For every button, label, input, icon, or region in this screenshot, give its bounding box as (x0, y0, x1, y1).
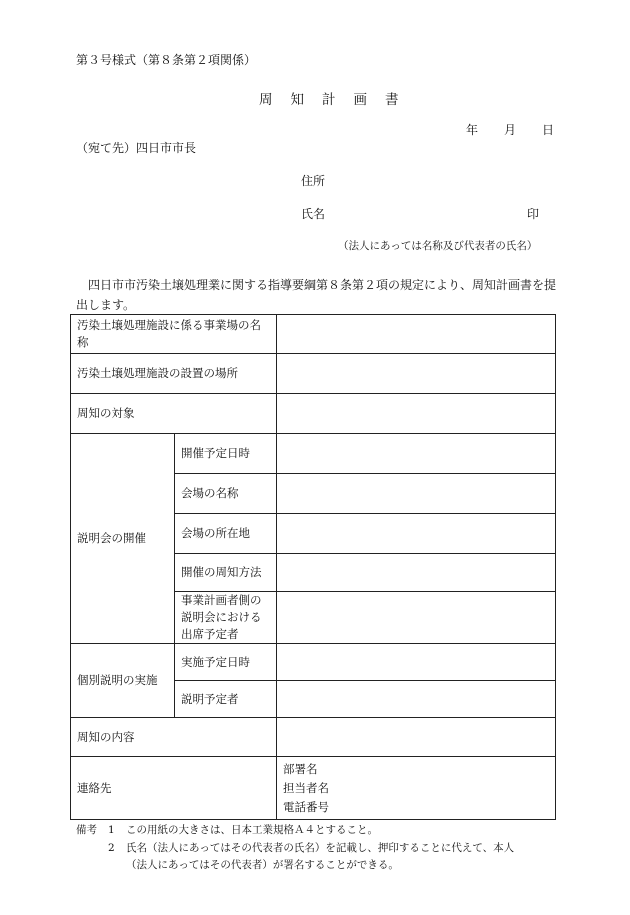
venue-address-label: 会場の所在地 (175, 514, 277, 554)
briefing-datetime-label: 開催予定日時 (175, 434, 277, 474)
month-label: 月 (504, 123, 517, 137)
attendees-value[interactable] (277, 592, 556, 644)
person-in-charge-label: 担当者名 (283, 780, 329, 795)
note-number: 2 (108, 842, 115, 854)
seal-mark: 印 (527, 207, 540, 221)
attendees-label: 事業計画者側の説明会における出席予定者 (175, 592, 277, 644)
corporation-note: （法人にあっては名称及び代表者の氏名） (338, 240, 538, 252)
note-number: 1 (108, 824, 115, 836)
explainer-value[interactable] (277, 681, 556, 718)
address-label: 住所 (301, 174, 326, 188)
table-row (71, 757, 556, 820)
intro-line-1: 四日市市汚染土壌処理業に関する指導要綱第８条第２項の規定により、周知計画書を提 (88, 278, 557, 292)
addressee: （宛て先）四日市市長 (76, 141, 197, 155)
facility-name-value[interactable] (277, 315, 556, 354)
target-label: 周知の対象 (71, 394, 277, 434)
notification-plan-table (70, 314, 556, 820)
explainer-label: 説明予定者 (175, 681, 277, 718)
note-text: この用紙の大きさは、日本工業規格Ａ４とすること。 (126, 824, 378, 836)
phone-number-label: 電話番号 (283, 799, 329, 814)
title-char: 書 (385, 92, 399, 108)
contact-label: 連絡先 (71, 757, 277, 820)
remarks (76, 822, 534, 874)
year-label: 年 (466, 123, 479, 137)
venue-name-label: 会場の名称 (175, 474, 277, 514)
table-row (71, 644, 556, 681)
announcement-method-value[interactable] (277, 554, 556, 592)
content-value[interactable] (277, 718, 556, 757)
intro-line-2: 出します。 (76, 298, 136, 312)
note-text: 氏名（法人にあってはその代表者の氏名）を記載し、押印することに代えて、本人（法人にあってはその代表者）が署名することができる。 (126, 842, 515, 871)
briefing-label: 説明会の開催 (71, 434, 175, 644)
title-char: 計 (322, 92, 336, 108)
table-row (71, 718, 556, 757)
facility-location-label: 汚染土壌処理施設の設置の場所 (71, 354, 277, 394)
title-char: 周 (259, 92, 273, 108)
individual-datetime-label: 実施予定日時 (175, 644, 277, 681)
target-value[interactable] (277, 394, 556, 434)
contact-fields[interactable] (277, 757, 556, 820)
remarks-label: 備考 (76, 824, 97, 836)
table-row (71, 315, 556, 354)
department-label: 部署名 (283, 761, 318, 776)
table-row (71, 434, 556, 474)
venue-name-value[interactable] (277, 474, 556, 514)
facility-location-value[interactable] (277, 354, 556, 394)
individual-briefing-label: 個別説明の実施 (71, 644, 175, 718)
date-line (466, 121, 554, 138)
name-label: 氏名 (301, 207, 326, 221)
document-title (250, 88, 408, 108)
table-row (71, 354, 556, 394)
content-label: 周知の内容 (71, 718, 277, 757)
individual-datetime-value[interactable] (277, 644, 556, 681)
facility-name-label: 汚染土壌処理施設に係る事業場の名称 (71, 315, 277, 354)
briefing-datetime-value[interactable] (277, 434, 556, 474)
venue-address-value[interactable] (277, 514, 556, 554)
table-row (71, 394, 556, 434)
announcement-method-label: 開催の周知方法 (175, 554, 277, 592)
title-char: 画 (353, 92, 367, 108)
day-label: 日 (542, 123, 555, 137)
title-char: 知 (290, 92, 304, 108)
form-number-label: 第３号様式（第８条第２項関係） (76, 53, 257, 67)
